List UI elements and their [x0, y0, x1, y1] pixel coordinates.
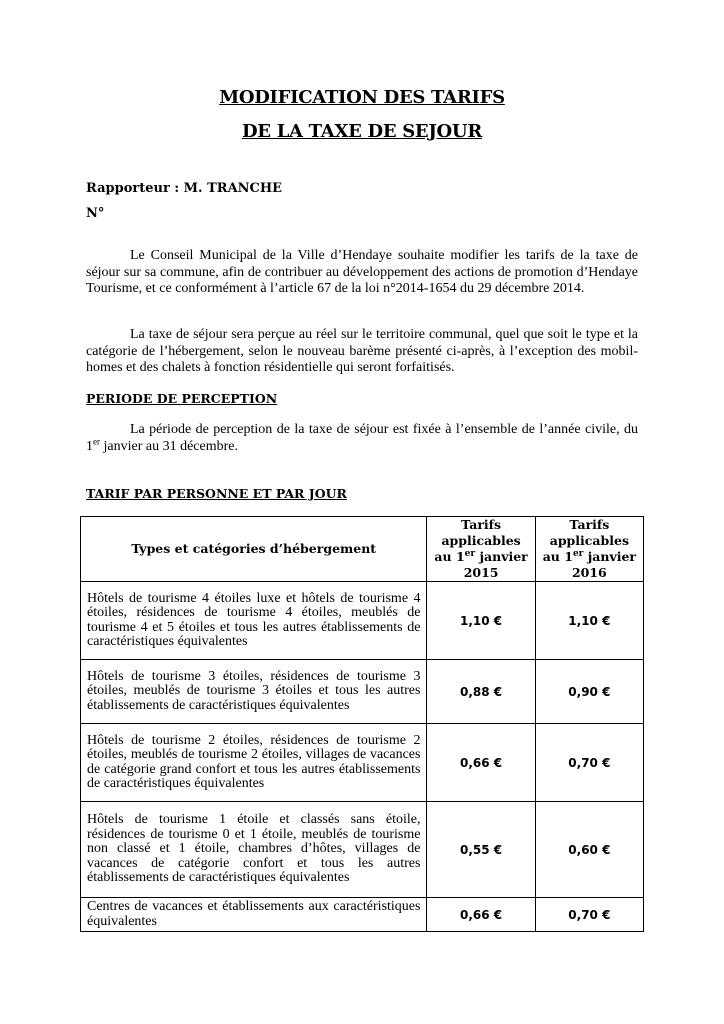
- table-row: [81, 660, 644, 724]
- heading-periode-perception: PERIODE DE PERCEPTION: [86, 391, 278, 406]
- header-2015-sup: er: [464, 548, 476, 559]
- paragraph-periode-sup: er: [93, 435, 100, 446]
- row-price-2015: 0,55 €: [427, 802, 535, 898]
- header-2015-l1: Tarifs: [461, 517, 502, 532]
- paragraph-intro: [86, 248, 638, 298]
- row-price-2016: 0,70 €: [535, 724, 643, 802]
- row-description: Hôtels de tourisme 3 étoiles, résidences de tourisme 3 étoiles, meublés de tourisme 3 étoiles et tous les autres établissements de caractéristiques équivalentes: [81, 660, 427, 724]
- row-price-2016: 0,60 €: [535, 802, 643, 898]
- table-header-row: [81, 517, 644, 582]
- paragraph-bareme-text: La taxe de séjour sera perçue au réel sur le territoire communal, quel que soit le type et la catégorie de l’hébergement, selon le nouveau barème présenté ci-après, à l’exception des mobil-homes et des chalets à fonction résidentielle qui seront forfaitisés.: [86, 327, 638, 375]
- row-description: Hôtels de tourisme 4 étoiles luxe et hôtels de tourisme 4 étoiles, résidences de tourisme 4 étoiles, meublés de tourisme 4 et 5 étoiles et tous les autres établissements de caractéristiques équivalentes: [81, 582, 427, 660]
- row-price-2016: 1,10 €: [535, 582, 643, 660]
- paragraph-periode-text-b: janvier au 31 décembre.: [100, 438, 238, 454]
- row-price-2015: 0,66 €: [427, 898, 535, 932]
- table-row: [81, 724, 644, 802]
- header-2015-l2: applicables: [441, 533, 521, 548]
- row-price-2016: 0,70 €: [535, 898, 643, 932]
- tarif-table: [80, 516, 644, 932]
- row-price-2015: 1,10 €: [427, 582, 535, 660]
- numero-label: N°: [86, 206, 105, 221]
- header-2016-l2: applicables: [549, 533, 629, 548]
- header-2016-sup: er: [572, 548, 584, 559]
- document-title-line2: DE LA TAXE DE SEJOUR: [242, 121, 482, 142]
- heading-tarif-par-personne: TARIF PAR PERSONNE ET PAR JOUR: [86, 486, 347, 501]
- header-2016: [535, 517, 643, 582]
- row-price-2016: 0,90 €: [535, 660, 643, 724]
- row-description: Hôtels de tourisme 1 étoile et classés sans étoile, résidences de tourisme 0 et 1 étoile, meublés de tourisme non classé et 1 étoile, chambres d’hôtes, villages de vacances de catégorie confort et tous les autres établissements de caractéristiques équivalentes: [81, 802, 427, 898]
- header-types: Types et catégories d’hébergement: [81, 517, 427, 582]
- table-row: [81, 802, 644, 898]
- table-row: [81, 582, 644, 660]
- header-2016-l3a: au 1: [542, 549, 573, 564]
- header-2015-l3a: au 1: [434, 549, 465, 564]
- row-description: Hôtels de tourisme 2 étoiles, résidences de tourisme 2 étoiles, meublés de tourisme 2 étoiles, villages de vacances de catégorie grand confort et tous les autres établissements de caractéristiques équivalentes: [81, 724, 427, 802]
- row-price-2015: 0,66 €: [427, 724, 535, 802]
- header-2015-year: 2015: [463, 565, 499, 580]
- header-2015-l3b: janvier: [475, 549, 528, 564]
- paragraph-bareme: [86, 327, 638, 377]
- header-2016-year: 2016: [571, 565, 607, 580]
- row-description: Centres de vacances et établissements aux caractéristiques équivalentes: [81, 898, 427, 932]
- paragraph-intro-text: Le Conseil Municipal de la Ville d’Hendaye souhaite modifier les tarifs de la taxe de séjour sur sa commune, afin de contribuer au développement des actions de promotion d’Hendaye Tourisme, et ce conformément à l’article 67 de la loi n°2014-1654 du 29 décembre 2014.: [86, 248, 638, 296]
- rapporteur: Rapporteur : M. TRANCHE: [86, 181, 283, 196]
- header-2016-l3b: janvier: [583, 549, 637, 564]
- paragraph-periode: [86, 422, 638, 455]
- header-2016-l1: Tarifs: [569, 517, 610, 532]
- header-2015: [427, 517, 535, 582]
- paragraph-periode-text-a: La période de perception de la taxe de séjour est fixée à l’ensemble de l’année civile, du 1: [86, 422, 638, 454]
- table-row: [81, 898, 644, 932]
- document-title-line1: MODIFICATION DES TARIFS: [219, 87, 505, 108]
- row-price-2015: 0,88 €: [427, 660, 535, 724]
